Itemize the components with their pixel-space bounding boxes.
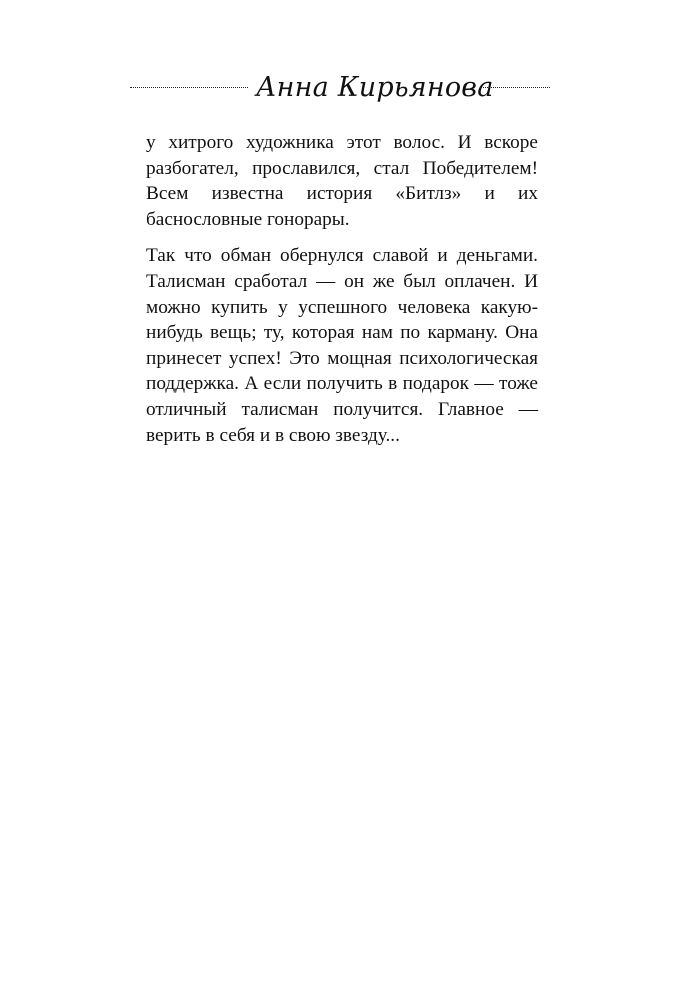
dotted-rule-right: [480, 87, 550, 88]
body-text: [146, 130, 538, 448]
paragraph-1: у хитрого художника этот волос. И вскоре разбогател, прославился, стал Победителем! Всем известна история «Битлз» и их баснословные гонорары.: [146, 132, 538, 230]
dotted-rule-left: [130, 87, 248, 88]
running-header: [130, 68, 550, 108]
author-name: Анна Кирьянова: [256, 72, 494, 103]
paragraph-2: Так что обман обернулся славой и деньгами. Талисман сработал — он же был оплачен. И можно купить у успешного человека какую-нибудь вещь; ту, которая нам по карману. Она принесет успех! Это мощная психологическая поддержка. А если получить в подарок — тоже отличный талисман получится. Главное — верить в себя и в свою звезду...: [146, 245, 538, 446]
